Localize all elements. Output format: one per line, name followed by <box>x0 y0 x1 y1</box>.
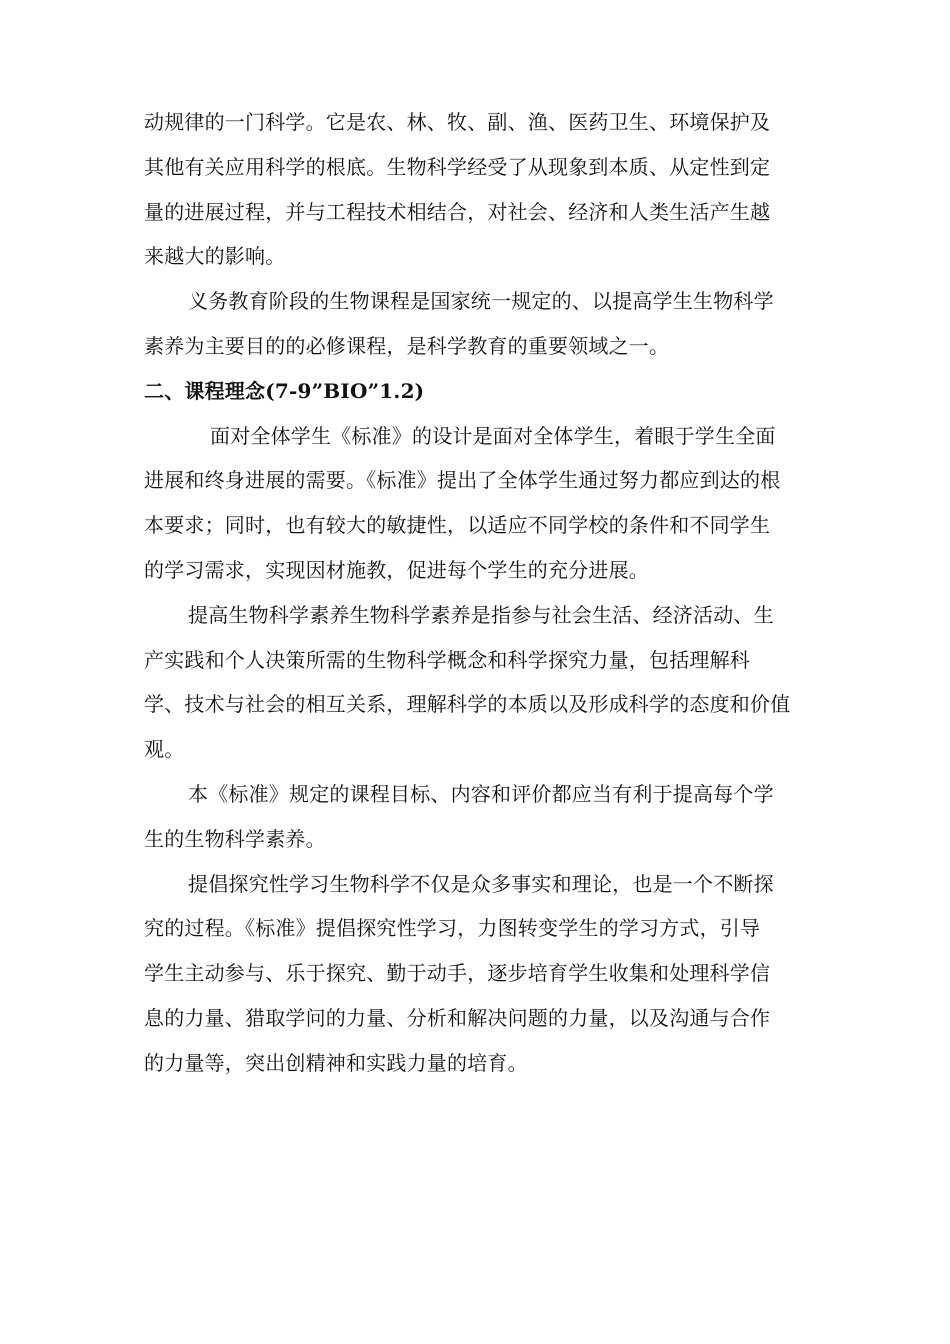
text-line: 进展和终身进展的需要。《标准》提出了全体学生通过努力都应到达的根 <box>144 468 781 493</box>
text-line: 来越大的影响。 <box>144 244 286 269</box>
text-line: 究的过程。《标准》提倡探究性学习，力图转变学生的学习方式，引导 <box>144 916 761 941</box>
text-line: 素养为主要目的的必修课程，是科学教育的重要领域之一。 <box>144 333 670 358</box>
text-line: 学、技术与社会的相互关系，理解科学的本质以及形成科学的态度和价值 <box>144 692 791 717</box>
text-line: 量的进展过程，并与工程技术相结合，对社会、经济和人类生活产生越 <box>144 199 771 224</box>
text-line: 产实践和个人决策所需的生物科学概念和科学探究力量，包括理解科 <box>144 647 750 672</box>
text-line: 提高生物科学素养生物科学素养是指参与社会生活、经济活动、生 <box>188 602 774 627</box>
text-line: 本《标准》规定的课程目标、内容和评价都应当有利于提高每个学 <box>188 781 774 806</box>
text-line: 义务教育阶段的生物课程是国家统一规定的、以提高学生生物科学 <box>188 289 774 314</box>
section-heading: 二、课程理念(7-9”BIO”1.2) <box>144 378 425 403</box>
text-line: 本要求；同时，也有较大的敏捷性，以适应不同学校的条件和不同学生 <box>144 513 771 538</box>
text-line: 其他有关应用科学的根底。生物科学经受了从现象到本质、从定性到定 <box>144 154 771 179</box>
text-line: 动规律的一门科学。它是农、林、牧、副、渔、医药卫生、环境保护及 <box>144 110 771 134</box>
text-line: 生的生物科学素养。 <box>144 826 326 851</box>
text-line: 观。 <box>144 737 185 762</box>
text-line: 学生主动参与、乐于探究、勤于动手，逐步培育学生收集和处理科学信 <box>144 961 771 986</box>
text-line: 面对全体学生《标准》的设计是面对全体学生，着眼于学生全面 <box>210 423 776 448</box>
document-body <box>144 100 814 1086</box>
text-line: 的力量等，突出创精神和实践力量的培育。 <box>144 1050 528 1075</box>
text-line: 息的力量、猎取学问的力量、分析和解决问题的力量，以及沟通与合作 <box>144 1005 771 1030</box>
text-line: 的学习需求，实现因材施教，促进每个学生的充分进展。 <box>144 557 649 582</box>
text-line: 提倡探究性学习生物科学不仅是众多事实和理论，也是一个不断探 <box>188 871 774 896</box>
